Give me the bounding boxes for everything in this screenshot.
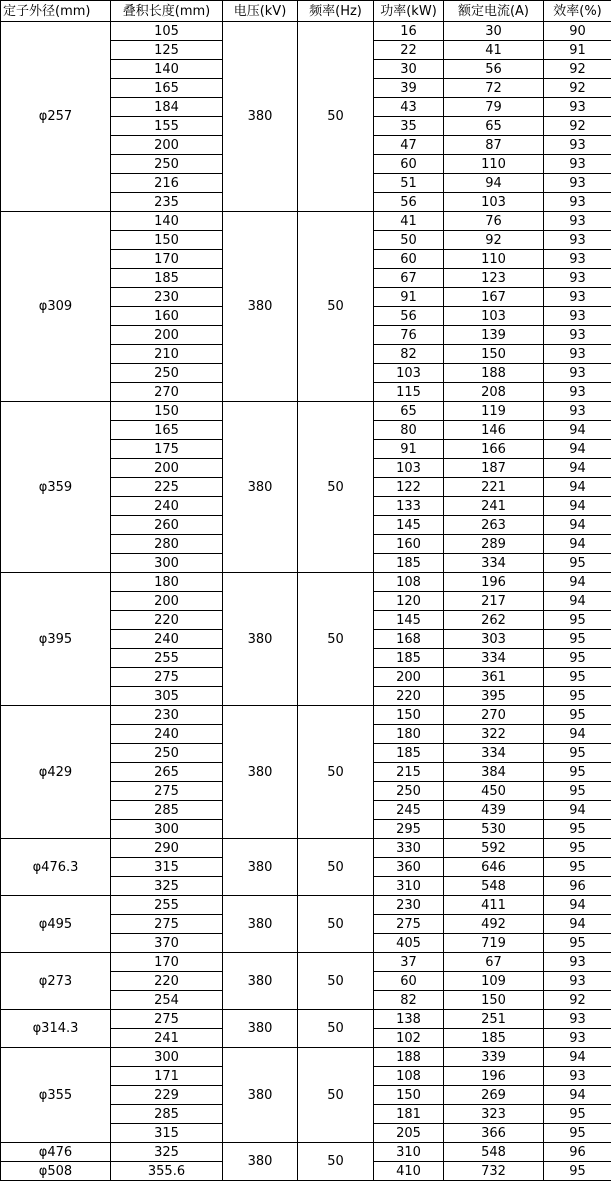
cell-efficiency: 93: [544, 212, 611, 231]
cell-efficiency: 90: [544, 22, 611, 41]
cell-rated-current: 196: [444, 573, 544, 592]
cell-stack-length: 300: [111, 820, 223, 839]
cell-stack-length: 160: [111, 307, 223, 326]
cell-rated-current: 208: [444, 383, 544, 402]
cell-power: 245: [374, 801, 444, 820]
cell-stack-length: 370: [111, 934, 223, 953]
cell-efficiency: 95: [544, 839, 611, 858]
cell-rated-current: 323: [444, 1105, 544, 1124]
cell-stack-length: 250: [111, 364, 223, 383]
cell-power: 410: [374, 1162, 444, 1181]
cell-power: 230: [374, 896, 444, 915]
cell-rated-current: 87: [444, 136, 544, 155]
cell-rated-current: 185: [444, 1029, 544, 1048]
cell-rated-current: 109: [444, 972, 544, 991]
cell-stack-length: 125: [111, 41, 223, 60]
header-outer-diameter: 定子外径(mm): [1, 1, 111, 22]
cell-power: 160: [374, 535, 444, 554]
header-rated-current: 额定电流(A): [444, 1, 544, 22]
cell-stack-length: 250: [111, 744, 223, 763]
cell-outer-diameter: φ495: [1, 896, 111, 953]
cell-power: 60: [374, 155, 444, 174]
cell-power: 80: [374, 421, 444, 440]
cell-rated-current: 592: [444, 839, 544, 858]
cell-power: 16: [374, 22, 444, 41]
cell-frequency: 50: [298, 839, 374, 896]
cell-stack-length: 240: [111, 630, 223, 649]
cell-voltage: 380: [223, 1010, 298, 1048]
cell-efficiency: 95: [544, 820, 611, 839]
cell-power: 108: [374, 573, 444, 592]
cell-power: 37: [374, 953, 444, 972]
cell-rated-current: 167: [444, 288, 544, 307]
table-row: [1, 1143, 611, 1162]
cell-stack-length: 165: [111, 79, 223, 98]
cell-voltage: 380: [223, 1048, 298, 1143]
table-row: [1, 212, 611, 231]
cell-rated-current: 67: [444, 953, 544, 972]
cell-voltage: 380: [223, 839, 298, 896]
cell-efficiency: 94: [544, 421, 611, 440]
cell-efficiency: 95: [544, 858, 611, 877]
cell-power: 115: [374, 383, 444, 402]
cell-voltage: 380: [223, 896, 298, 953]
cell-rated-current: 94: [444, 174, 544, 193]
cell-stack-length: 184: [111, 98, 223, 117]
cell-rated-current: 187: [444, 459, 544, 478]
cell-rated-current: 217: [444, 592, 544, 611]
cell-rated-current: 732: [444, 1162, 544, 1181]
cell-efficiency: 94: [544, 1048, 611, 1067]
table-body: [1, 22, 611, 1181]
cell-stack-length: 250: [111, 155, 223, 174]
cell-stack-length: 255: [111, 896, 223, 915]
cell-power: 150: [374, 706, 444, 725]
cell-efficiency: 95: [544, 668, 611, 687]
cell-outer-diameter: φ257: [1, 22, 111, 212]
header-frequency: 频率(Hz): [298, 1, 374, 22]
cell-power: 56: [374, 307, 444, 326]
cell-power: 188: [374, 1048, 444, 1067]
cell-stack-length: 240: [111, 497, 223, 516]
cell-stack-length: 285: [111, 801, 223, 820]
table-row: [1, 1048, 611, 1067]
cell-rated-current: 221: [444, 478, 544, 497]
cell-power: 60: [374, 250, 444, 269]
cell-rated-current: 334: [444, 744, 544, 763]
cell-efficiency: 93: [544, 307, 611, 326]
cell-power: 220: [374, 687, 444, 706]
cell-efficiency: 94: [544, 1086, 611, 1105]
cell-efficiency: 92: [544, 79, 611, 98]
cell-stack-length: 200: [111, 136, 223, 155]
cell-efficiency: 95: [544, 1124, 611, 1143]
cell-efficiency: 95: [544, 782, 611, 801]
cell-stack-length: 210: [111, 345, 223, 364]
cell-efficiency: 93: [544, 288, 611, 307]
cell-rated-current: 251: [444, 1010, 544, 1029]
cell-rated-current: 339: [444, 1048, 544, 1067]
cell-rated-current: 269: [444, 1086, 544, 1105]
cell-power: 102: [374, 1029, 444, 1048]
cell-rated-current: 548: [444, 877, 544, 896]
cell-power: 56: [374, 193, 444, 212]
cell-stack-length: 315: [111, 1124, 223, 1143]
cell-rated-current: 103: [444, 307, 544, 326]
cell-efficiency: 93: [544, 345, 611, 364]
cell-power: 103: [374, 364, 444, 383]
cell-power: 295: [374, 820, 444, 839]
header-row: [1, 1, 611, 22]
cell-efficiency: 93: [544, 250, 611, 269]
cell-power: 310: [374, 877, 444, 896]
cell-rated-current: 110: [444, 250, 544, 269]
cell-power: 275: [374, 915, 444, 934]
table-row: [1, 953, 611, 972]
cell-frequency: 50: [298, 1143, 374, 1181]
cell-power: 185: [374, 744, 444, 763]
cell-stack-length: 265: [111, 763, 223, 782]
header-voltage: 电压(kV): [223, 1, 298, 22]
cell-power: 145: [374, 516, 444, 535]
cell-power: 205: [374, 1124, 444, 1143]
cell-power: 168: [374, 630, 444, 649]
cell-power: 35: [374, 117, 444, 136]
header-power: 功率(kW): [374, 1, 444, 22]
cell-power: 200: [374, 668, 444, 687]
cell-stack-length: 230: [111, 288, 223, 307]
cell-rated-current: 361: [444, 668, 544, 687]
cell-voltage: 380: [223, 212, 298, 402]
cell-efficiency: 91: [544, 41, 611, 60]
cell-power: 60: [374, 972, 444, 991]
cell-efficiency: 92: [544, 60, 611, 79]
cell-efficiency: 94: [544, 535, 611, 554]
cell-efficiency: 95: [544, 934, 611, 953]
cell-outer-diameter: φ309: [1, 212, 111, 402]
cell-rated-current: 41: [444, 41, 544, 60]
cell-outer-diameter: φ429: [1, 706, 111, 839]
table-row: [1, 22, 611, 41]
cell-efficiency: 93: [544, 155, 611, 174]
cell-rated-current: 411: [444, 896, 544, 915]
cell-rated-current: 289: [444, 535, 544, 554]
cell-stack-length: 275: [111, 915, 223, 934]
cell-power: 310: [374, 1143, 444, 1162]
cell-power: 405: [374, 934, 444, 953]
cell-efficiency: 93: [544, 174, 611, 193]
cell-efficiency: 95: [544, 649, 611, 668]
header-efficiency: 效率(%): [544, 1, 611, 22]
cell-rated-current: 548: [444, 1143, 544, 1162]
cell-efficiency: 93: [544, 193, 611, 212]
cell-outer-diameter: φ476: [1, 1143, 111, 1162]
cell-efficiency: 94: [544, 497, 611, 516]
cell-stack-length: 200: [111, 592, 223, 611]
cell-power: 91: [374, 440, 444, 459]
cell-stack-length: 170: [111, 250, 223, 269]
cell-stack-length: 150: [111, 231, 223, 250]
cell-rated-current: 322: [444, 725, 544, 744]
cell-voltage: 380: [223, 1143, 298, 1181]
cell-efficiency: 94: [544, 801, 611, 820]
cell-rated-current: 450: [444, 782, 544, 801]
cell-stack-length: 280: [111, 535, 223, 554]
cell-rated-current: 492: [444, 915, 544, 934]
cell-stack-length: 300: [111, 1048, 223, 1067]
cell-voltage: 380: [223, 706, 298, 839]
cell-efficiency: 93: [544, 953, 611, 972]
cell-rated-current: 334: [444, 554, 544, 573]
cell-outer-diameter: φ359: [1, 402, 111, 573]
cell-outer-diameter: φ273: [1, 953, 111, 1010]
cell-stack-length: 355.6: [111, 1162, 223, 1181]
cell-power: 108: [374, 1067, 444, 1086]
cell-rated-current: 150: [444, 345, 544, 364]
cell-stack-length: 315: [111, 858, 223, 877]
cell-power: 82: [374, 345, 444, 364]
cell-efficiency: 95: [544, 611, 611, 630]
cell-stack-length: 240: [111, 725, 223, 744]
cell-rated-current: 110: [444, 155, 544, 174]
cell-voltage: 380: [223, 953, 298, 1010]
cell-stack-length: 255: [111, 649, 223, 668]
cell-power: 30: [374, 60, 444, 79]
cell-stack-length: 275: [111, 668, 223, 687]
cell-stack-length: 275: [111, 1010, 223, 1029]
cell-power: 47: [374, 136, 444, 155]
cell-stack-length: 220: [111, 611, 223, 630]
cell-rated-current: 65: [444, 117, 544, 136]
cell-power: 50: [374, 231, 444, 250]
table-row: [1, 839, 611, 858]
cell-efficiency: 93: [544, 402, 611, 421]
cell-stack-length: 275: [111, 782, 223, 801]
cell-rated-current: 56: [444, 60, 544, 79]
cell-stack-length: 105: [111, 22, 223, 41]
cell-stack-length: 325: [111, 877, 223, 896]
table-row: [1, 573, 611, 592]
cell-rated-current: 303: [444, 630, 544, 649]
cell-frequency: 50: [298, 1048, 374, 1143]
cell-stack-length: 171: [111, 1067, 223, 1086]
cell-rated-current: 146: [444, 421, 544, 440]
cell-efficiency: 94: [544, 896, 611, 915]
cell-rated-current: 241: [444, 497, 544, 516]
cell-stack-length: 254: [111, 991, 223, 1010]
header-stack-length: 叠积长度(mm): [111, 1, 223, 22]
cell-rated-current: 719: [444, 934, 544, 953]
cell-power: 145: [374, 611, 444, 630]
cell-voltage: 380: [223, 402, 298, 573]
cell-power: 91: [374, 288, 444, 307]
cell-stack-length: 150: [111, 402, 223, 421]
cell-efficiency: 94: [544, 573, 611, 592]
cell-frequency: 50: [298, 573, 374, 706]
cell-efficiency: 95: [544, 554, 611, 573]
cell-stack-length: 290: [111, 839, 223, 858]
cell-power: 22: [374, 41, 444, 60]
cell-rated-current: 123: [444, 269, 544, 288]
cell-rated-current: 119: [444, 402, 544, 421]
cell-stack-length: 175: [111, 440, 223, 459]
cell-rated-current: 270: [444, 706, 544, 725]
cell-power: 138: [374, 1010, 444, 1029]
cell-efficiency: 93: [544, 364, 611, 383]
cell-power: 76: [374, 326, 444, 345]
cell-voltage: 380: [223, 22, 298, 212]
cell-stack-length: 300: [111, 554, 223, 573]
cell-rated-current: 196: [444, 1067, 544, 1086]
table-row: [1, 1010, 611, 1029]
cell-rated-current: 166: [444, 440, 544, 459]
cell-efficiency: 96: [544, 1143, 611, 1162]
cell-efficiency: 93: [544, 269, 611, 288]
cell-outer-diameter: φ476.3: [1, 839, 111, 896]
cell-outer-diameter: φ395: [1, 573, 111, 706]
cell-frequency: 50: [298, 212, 374, 402]
cell-voltage: 380: [223, 573, 298, 706]
cell-efficiency: 93: [544, 1029, 611, 1048]
cell-stack-length: 155: [111, 117, 223, 136]
cell-efficiency: 94: [544, 516, 611, 535]
cell-rated-current: 72: [444, 79, 544, 98]
cell-efficiency: 95: [544, 706, 611, 725]
cell-power: 250: [374, 782, 444, 801]
cell-frequency: 50: [298, 22, 374, 212]
cell-stack-length: 200: [111, 459, 223, 478]
cell-stack-length: 200: [111, 326, 223, 345]
cell-rated-current: 646: [444, 858, 544, 877]
cell-frequency: 50: [298, 706, 374, 839]
cell-rated-current: 439: [444, 801, 544, 820]
cell-rated-current: 188: [444, 364, 544, 383]
cell-stack-length: 180: [111, 573, 223, 592]
cell-power: 215: [374, 763, 444, 782]
cell-efficiency: 94: [544, 592, 611, 611]
cell-power: 330: [374, 839, 444, 858]
cell-stack-length: 241: [111, 1029, 223, 1048]
cell-rated-current: 150: [444, 991, 544, 1010]
cell-efficiency: 94: [544, 459, 611, 478]
cell-efficiency: 93: [544, 136, 611, 155]
cell-stack-length: 225: [111, 478, 223, 497]
cell-rated-current: 79: [444, 98, 544, 117]
cell-rated-current: 366: [444, 1124, 544, 1143]
cell-efficiency: 92: [544, 991, 611, 1010]
cell-stack-length: 220: [111, 972, 223, 991]
cell-efficiency: 93: [544, 326, 611, 345]
cell-efficiency: 92: [544, 117, 611, 136]
cell-rated-current: 103: [444, 193, 544, 212]
cell-stack-length: 185: [111, 269, 223, 288]
cell-frequency: 50: [298, 953, 374, 1010]
cell-power: 43: [374, 98, 444, 117]
cell-power: 122: [374, 478, 444, 497]
cell-power: 185: [374, 554, 444, 573]
cell-rated-current: 395: [444, 687, 544, 706]
cell-power: 103: [374, 459, 444, 478]
cell-rated-current: 262: [444, 611, 544, 630]
cell-efficiency: 93: [544, 98, 611, 117]
cell-power: 185: [374, 649, 444, 668]
cell-rated-current: 530: [444, 820, 544, 839]
cell-efficiency: 95: [544, 763, 611, 782]
cell-stack-length: 270: [111, 383, 223, 402]
cell-efficiency: 95: [544, 1105, 611, 1124]
table-row: [1, 402, 611, 421]
cell-stack-length: 140: [111, 212, 223, 231]
cell-efficiency: 95: [544, 687, 611, 706]
cell-efficiency: 93: [544, 1067, 611, 1086]
cell-stack-length: 235: [111, 193, 223, 212]
cell-efficiency: 95: [544, 630, 611, 649]
table-row: [1, 706, 611, 725]
cell-frequency: 50: [298, 896, 374, 953]
cell-efficiency: 93: [544, 972, 611, 991]
cell-stack-length: 165: [111, 421, 223, 440]
cell-rated-current: 334: [444, 649, 544, 668]
cell-power: 65: [374, 402, 444, 421]
cell-efficiency: 93: [544, 383, 611, 402]
cell-rated-current: 30: [444, 22, 544, 41]
cell-efficiency: 94: [544, 478, 611, 497]
cell-rated-current: 92: [444, 231, 544, 250]
cell-stack-length: 140: [111, 60, 223, 79]
cell-frequency: 50: [298, 1010, 374, 1048]
cell-frequency: 50: [298, 402, 374, 573]
cell-efficiency: 94: [544, 915, 611, 934]
cell-power: 133: [374, 497, 444, 516]
cell-efficiency: 93: [544, 231, 611, 250]
cell-efficiency: 94: [544, 440, 611, 459]
cell-stack-length: 305: [111, 687, 223, 706]
cell-stack-length: 229: [111, 1086, 223, 1105]
cell-stack-length: 325: [111, 1143, 223, 1162]
cell-rated-current: 76: [444, 212, 544, 231]
cell-efficiency: 93: [544, 1010, 611, 1029]
cell-rated-current: 139: [444, 326, 544, 345]
cell-power: 82: [374, 991, 444, 1010]
cell-power: 150: [374, 1086, 444, 1105]
cell-power: 120: [374, 592, 444, 611]
cell-power: 180: [374, 725, 444, 744]
cell-stack-length: 285: [111, 1105, 223, 1124]
cell-stack-length: 170: [111, 953, 223, 972]
cell-power: 181: [374, 1105, 444, 1124]
cell-stack-length: 216: [111, 174, 223, 193]
cell-efficiency: 95: [544, 1162, 611, 1181]
cell-efficiency: 95: [544, 744, 611, 763]
cell-power: 41: [374, 212, 444, 231]
cell-power: 67: [374, 269, 444, 288]
table-row: [1, 896, 611, 915]
cell-efficiency: 94: [544, 725, 611, 744]
cell-stack-length: 260: [111, 516, 223, 535]
cell-efficiency: 96: [544, 877, 611, 896]
cell-rated-current: 384: [444, 763, 544, 782]
cell-stack-length: 230: [111, 706, 223, 725]
cell-power: 39: [374, 79, 444, 98]
cell-outer-diameter: φ314.3: [1, 1010, 111, 1048]
cell-power: 51: [374, 174, 444, 193]
cell-power: 360: [374, 858, 444, 877]
cell-rated-current: 263: [444, 516, 544, 535]
cell-outer-diameter: φ355: [1, 1048, 111, 1143]
cell-outer-diameter: φ508: [1, 1162, 111, 1181]
